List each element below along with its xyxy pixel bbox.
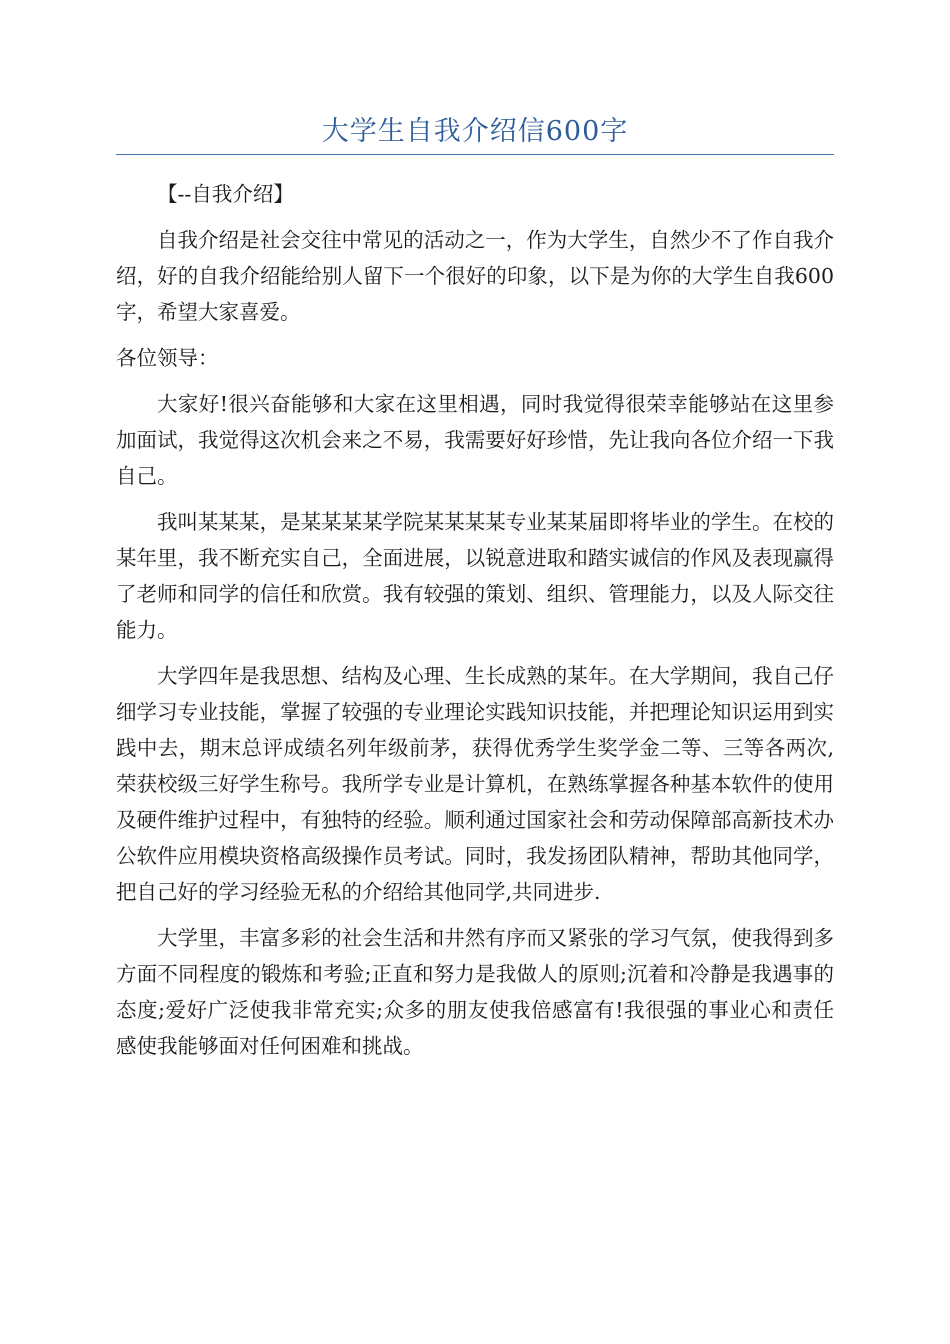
body-paragraph-background: 我叫某某某，是某某某某学院某某某某专业某某届即将毕业的学生。在校的某年里，我不断充实自己，全面进展，以锐意进取和踏实诚信的作风及表现赢得了老师和同学的信任和欣赏。我有较强的策划、组织、管理能力，以及人际交往能力。	[116, 510, 834, 642]
body-paragraph-greeting: 大家好!很兴奋能够和大家在这里相遇，同时我觉得很荣幸能够站在这里参加面试，我觉得这次机会来之不易，我需要好好珍惜，先让我向各位介绍一下我自己。	[116, 392, 834, 488]
document-body	[116, 176, 834, 1074]
body-paragraph-character: 大学里，丰富多彩的社会生活和井然有序而又紧张的学习气氛，使我得到多方面不同程度的锻炼和考验;正直和努力是我做人的原则;沉着和冷静是我遇事的态度;爱好广泛使我非常充实;众多的朋友使我倍感富有!我很强的事业心和责任感使我能够面对任何困难和挑战。	[116, 926, 834, 1058]
body-paragraph-university: 大学四年是我思想、结构及心理、生长成熟的某年。在大学期间，我自己仔细学习专业技能，掌握了较强的专业理论实践知识技能，并把理论知识运用到实践中去，期末总评成绩名列年级前茅，获得优秀学生奖学金二等、三等各两次,荣获校级三好学生称号。我所学专业是计算机，在熟练掌握各种基本软件的使用及硬件维护过程中，有独特的经验。顺利通过国家社会和劳动保障部高新技术办公软件应用模块资格高级操作员考试。同时，我发扬团队精神，帮助其他同学，把自己好的学习经验无私的介绍给其他同学,共同进步.	[116, 664, 834, 904]
section-heading: 【--自我介绍】	[157, 182, 294, 206]
salutation: 各位领导：	[116, 346, 219, 370]
document-title: 大学生自我介绍信600字	[321, 116, 629, 147]
title-underline	[116, 154, 834, 155]
intro-paragraph: 自我介绍是社会交往中常见的活动之一，作为大学生，自然少不了作自我介绍，好的自我介绍能给别人留下一个很好的印象，以下是为你的大学生自我600字，希望大家喜爱。	[116, 228, 834, 324]
